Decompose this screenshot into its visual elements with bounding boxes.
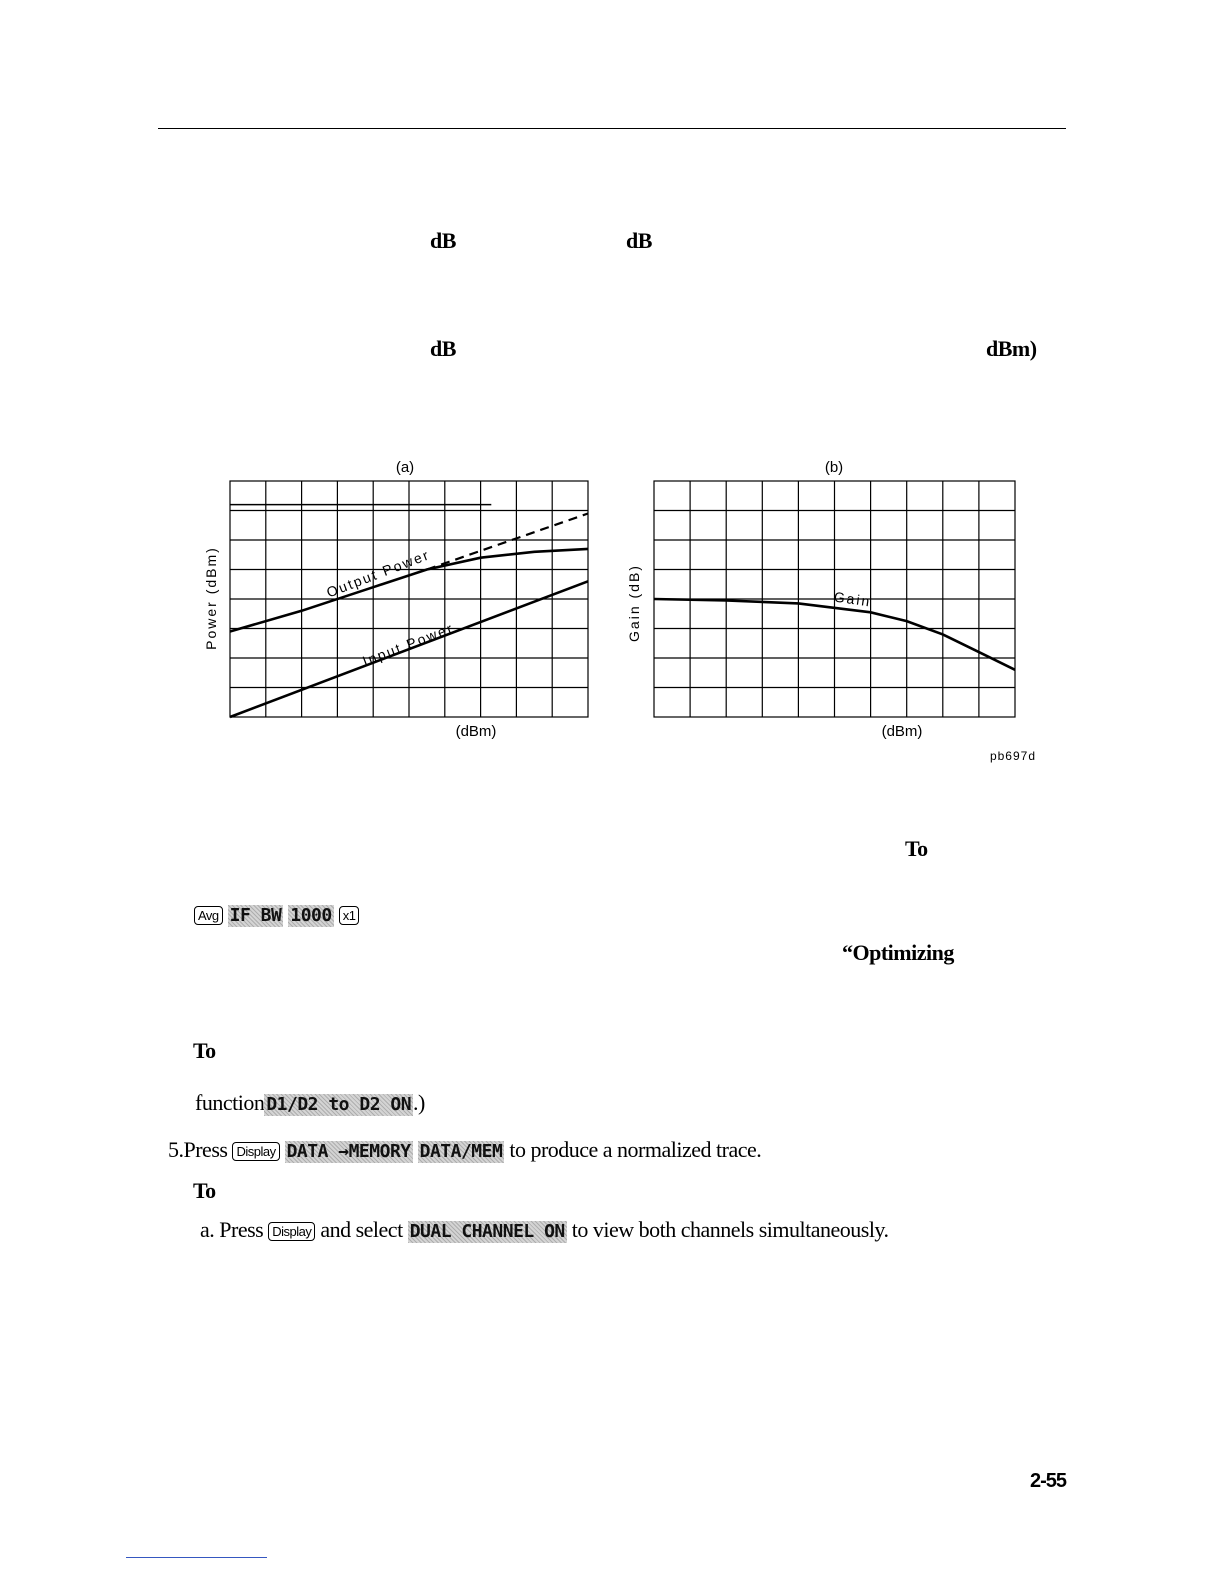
chart-b-xlabel: (dBm) [881, 723, 923, 740]
chart-b-label: (b) [824, 459, 844, 476]
step6a-letter: a. [200, 1217, 215, 1242]
chart-b-ylabel: Gain (dB) [626, 564, 642, 642]
chart-a-grid [230, 481, 588, 717]
function-word: function [195, 1090, 265, 1115]
x1-key[interactable]: x1 [339, 906, 360, 925]
chart-b-gain-label: Gain [832, 588, 873, 610]
step6a-text: to view both channels simultaneously. [571, 1217, 889, 1242]
header-rule [158, 128, 1066, 129]
step6a-press: Press [219, 1217, 264, 1242]
footer-link-rule [126, 1557, 267, 1558]
chart-a-linear-extrapolation [427, 514, 588, 570]
chart-b [626, 459, 1015, 740]
step4b-line [195, 1090, 425, 1116]
step6a-line [200, 1217, 889, 1243]
d1-d2-to-d2-on-softkey[interactable]: D1/D2 to D2 ON [266, 1093, 412, 1115]
data-to-memory-softkey[interactable]: DATA →MEMORY [286, 1140, 411, 1162]
step5-press: Press [183, 1137, 228, 1162]
step6a-and-select: and select [320, 1217, 403, 1242]
avg-key[interactable]: Avg [194, 906, 223, 925]
to-fragment-3: To [193, 1178, 216, 1203]
step5-line [168, 1137, 761, 1163]
page-number: 2-55 [1030, 1470, 1067, 1492]
optimizing-fragment: “Optimizing [842, 940, 954, 965]
if-bw-softkey[interactable]: IF BW [229, 904, 282, 926]
unit-db-1: dB [430, 228, 456, 253]
chart-a-output-label: Output Power [324, 546, 433, 601]
display-key[interactable]: Display [232, 1142, 279, 1161]
chart-a [203, 459, 588, 740]
step5-text: to produce a normalized trace. [509, 1137, 762, 1162]
display-key-2[interactable]: Display [268, 1222, 315, 1241]
unit-db-2: dB [626, 228, 652, 253]
data-mem-softkey[interactable]: DATA/MEM [419, 1140, 503, 1162]
step4-keys [194, 901, 359, 927]
step5-number: 5. [168, 1137, 184, 1162]
chart-a-ylabel: Power (dBm) [203, 546, 219, 650]
chart-a-xlabel: (dBm) [455, 723, 497, 740]
dual-channel-on-softkey[interactable]: DUAL CHANNEL ON [409, 1220, 565, 1242]
unit-db-3: dB [430, 336, 456, 361]
compression-figure [190, 450, 1050, 770]
to-fragment-2: To [193, 1038, 216, 1063]
chart-a-input-label: Input Power [360, 619, 457, 670]
step4b-tail: .) [413, 1090, 425, 1115]
figure-id: pb697d [989, 749, 1036, 763]
to-fragment-1: To [905, 836, 928, 861]
unit-dbm-paren: dBm) [986, 336, 1037, 361]
value-1000-softkey[interactable]: 1000 [290, 904, 332, 926]
chart-a-label: (a) [395, 459, 415, 476]
